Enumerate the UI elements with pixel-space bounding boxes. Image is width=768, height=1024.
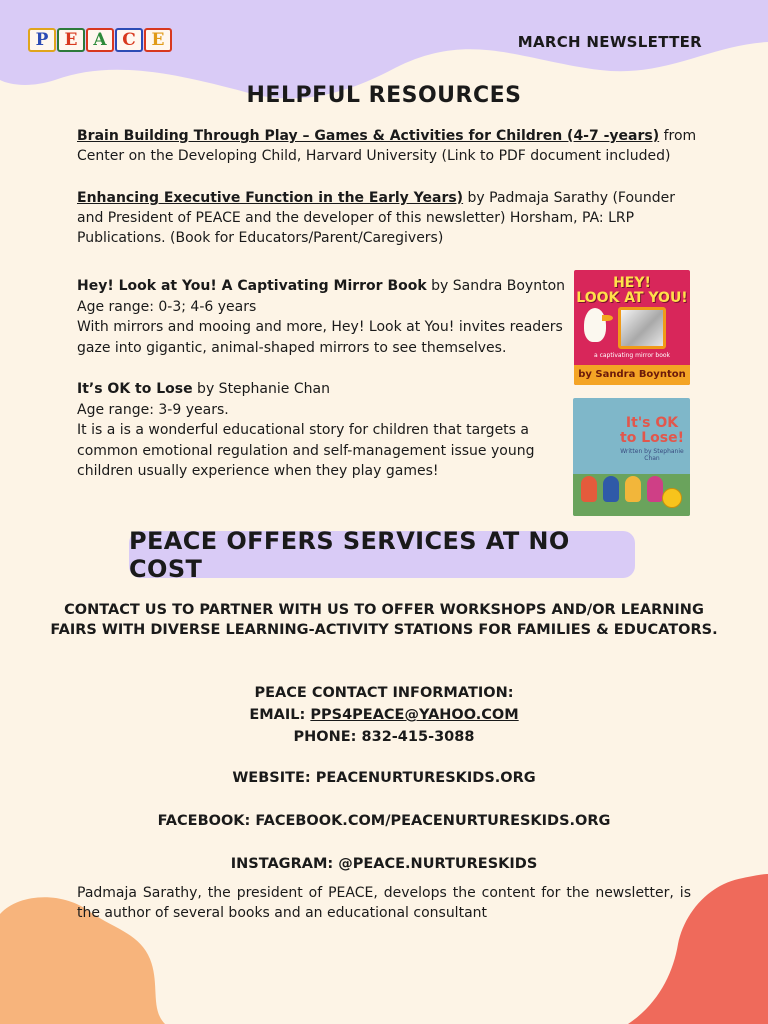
contact-heading: PEACE CONTACT INFORMATION: [254,685,514,701]
book-title: It’s OK to Lose [77,381,193,397]
child-illustration [647,476,663,502]
logo-block-e2: E [144,28,172,52]
logo-block-c: C [115,28,143,52]
book-author: by Sandra Boynton [426,278,566,294]
cover-title: HEY! LOOK AT YOU! [576,275,688,306]
cover-title: It's OK to Lose! [620,415,684,446]
book-description: With mirrors and mooing and more, Hey! Look at You! invites readers gaze into gigantic, animal-shaped mirrors to see themselves. [77,319,563,356]
book-age-range: Age range: 0-3; 4-6 years [77,298,257,315]
logo-block-a: A [86,28,114,52]
email-label: EMAIL: [249,707,311,723]
resource-item [77,126,697,166]
book-entry-its-ok-to-lose [77,379,567,482]
child-illustration [581,476,597,502]
cover-written-by: Written by Stephanie Chan [620,448,684,462]
resource-link-executive-function[interactable]: Enhancing Executive Function in the Early Years) [77,190,464,206]
book-entry-hey-look-at-you [77,276,567,358]
book-author: by Stephanie Chan [192,381,330,397]
mirror-illustration [618,307,666,349]
contact-facebook[interactable]: FACEBOOK: FACEBOOK.COM/PEACENURTURESKIDS.ORG [157,813,611,829]
book-title-line [77,379,567,400]
book-title: Hey! Look at You! A Captivating Mirror Book [77,278,427,294]
email-link[interactable]: PPS4PEACE@YAHOO.COM [310,707,519,723]
child-illustration [603,476,619,502]
resource-text: by Padmaja Sarathy (Founder and President of PEACE and the developer of this newsletter) Horsham, PA: LRP Publications. (Book for Educators/Parent/Caregivers) [77,190,676,246]
peace-logo[interactable] [28,28,172,52]
section-title-resources: HELPFUL RESOURCES [246,83,522,108]
logo-block-p: P [28,28,56,52]
logo-block-e: E [57,28,85,52]
resource-item [77,188,697,248]
services-banner: PEACE OFFERS SERVICES AT NO COST [129,531,635,578]
child-illustration [625,476,641,502]
contact-website[interactable]: WEBSITE: PEACENURTURESKIDS.ORG [232,770,536,786]
cover-author: by Sandra Boynton [574,365,690,385]
bird-illustration [584,308,606,342]
contact-phone: PHONE: 832-415-3088 [293,729,475,745]
newsletter-label: MARCH NEWSLETTER [517,33,702,51]
contact-email-line [40,707,728,723]
book-cover-hey-look-at-you[interactable] [574,270,690,385]
award-seal-icon [662,488,682,508]
resource-link-brain-building[interactable]: Brain Building Through Play – Games & Activities for Children (4-7 -years) [77,128,660,144]
book-cover-its-ok-to-lose[interactable] [573,398,690,516]
book-age-range: Age range: 3-9 years. [77,401,229,418]
partner-cta: CONTACT US TO PARTNER WITH US TO OFFER WORKSHOPS AND/OR LEARNING FAIRS WITH DIVERSE LEARNING-ACTIVITY STATIONS FOR FAMILIES & EDUCATORS. [50,602,718,638]
beak-illustration [602,315,613,321]
footer-note: Padmaja Sarathy, the president of PEACE, develops the content for the newsletter, is the author of several books and an educational consultant [77,885,691,921]
resource-text: from Center on the Developing Child, Harvard University (Link to PDF document included) [77,128,697,164]
book-title-line [77,276,567,297]
contact-instagram[interactable]: INSTAGRAM: @PEACE.NURTURESKIDS [230,856,538,872]
book-description: It is a is a wonderful educational story for children that targets a common emotional regulation and self-management issue young children usually experience when they play games! [77,422,535,479]
cover-subtitle: a captivating mirror book [593,352,671,359]
